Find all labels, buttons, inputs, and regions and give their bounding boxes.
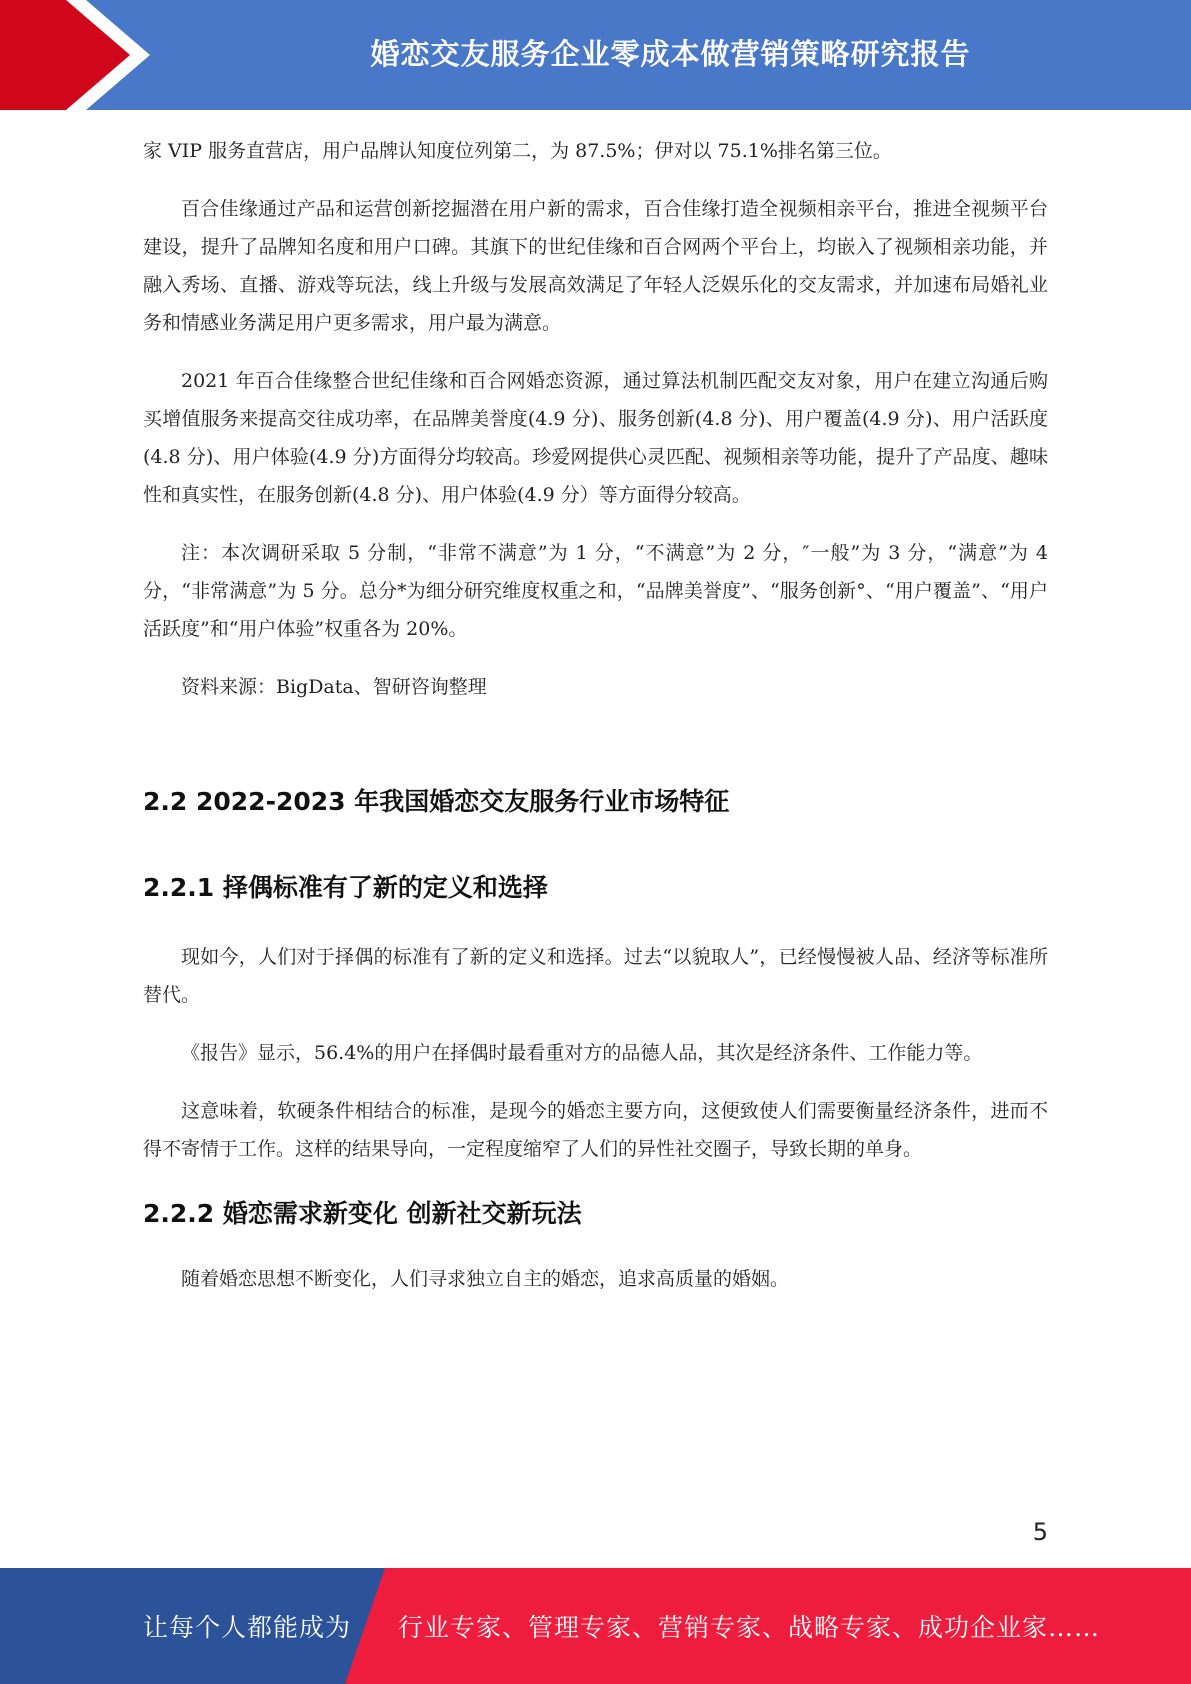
footer-slogan-right: 行业专家、管理专家、营销专家、战略专家、成功企业家……	[398, 1613, 1101, 1642]
section-heading-2-2: 2.2 2022-2023 年我国婚恋交友服务行业市场特征	[143, 787, 730, 816]
paragraph-source: 资料来源：BigData、智研咨询整理	[181, 676, 487, 698]
footer-banner	[0, 1568, 1191, 1684]
paragraph-implication: 这意味着，软硬条件相结合的标准，是现今的婚恋主要方向，这便致使人们需要衡量经济条件，进而不得不寄情于工作。这样的结果导向，一定程度缩窄了人们的异性社交圈子，导致长期的单身。	[143, 1100, 1048, 1160]
section-heading-2-2-1: 2.2.1 择偶标准有了新的定义和选择	[143, 873, 548, 902]
document-body	[143, 132, 1048, 1298]
page-number: 5	[1032, 1518, 1048, 1546]
header-banner	[0, 0, 1191, 112]
paragraph-survey-note: 注：本次调研采取 5 分制，“非常不满意”为 1 分，“不满意”为 2 分，″一般”为 3 分，“满意”为 4 分，“非常满意”为 5 分。总分*为细分研究维度权重之和，“品牌美誉度”、“服务创新°、“用户覆盖”、“用户活跃度”和“用户体验”权重各为 20%。	[143, 542, 1048, 640]
paragraph-report-stat: 《报告》显示，56.4%的用户在择偶时最看重对方的品德人品，其次是经济条件、工作能力等。	[181, 1042, 983, 1064]
paragraph-mate-standards: 现如今，人们对于择偶的标准有了新的定义和选择。过去“以貌取人”，已经慢慢被人品、经济等标准所替代。	[143, 946, 1048, 1006]
section-heading-2-2-2: 2.2.2 婚恋需求新变化 创新社交新玩法	[143, 1199, 582, 1228]
footer-slogan-left: 让每个人都能成为	[143, 1613, 352, 1642]
header-title: 婚恋交友服务企业零成本做营销策略研究报告	[370, 36, 971, 71]
paragraph-2021-scores: 2021 年百合佳缘整合世纪佳缘和百合网婚恋资源，通过算法机制匹配交友对象，用户在建立沟通后购买增值服务来提高交往成功率，在品牌美誉度(4.9 分)、服务创新(4.8 分)、用户覆盖(4.9 分)、用户活跃度(4.8 分)、用户体验(4.9 分)方面得分均较高。珍爱网提供心灵匹配、视频相亲等功能，提升了产品度、趣味性和真实性，在服务创新(4.8 分)、用户体验(4.9 分）等方面得分较高。	[143, 370, 1048, 506]
paragraph-baihe-strategy: 百合佳缘通过产品和运营创新挖掘潜在用户新的需求，百合佳缘打造全视频相亲平台，推进全视频平台建设，提升了品牌知名度和用户口碑。其旗下的世纪佳缘和百合网两个平台上，均嵌入了视频相亲功能，并融入秀场、直播、游戏等玩法，线上升级与发展高效满足了年轻人泛娱乐化的交友需求，并加速布局婚礼业务和情感业务满足用户更多需求，用户最为满意。	[143, 198, 1048, 334]
paragraph-new-demand: 随着婚恋思想不断变化，人们寻求独立自主的婚恋，追求高质量的婚姻。	[181, 1268, 790, 1290]
paragraph-continuation: 家 VIP 服务直营店，用户品牌认知度位列第二，为 87.5%；伊对以 75.1%排名第三位。	[143, 140, 892, 162]
